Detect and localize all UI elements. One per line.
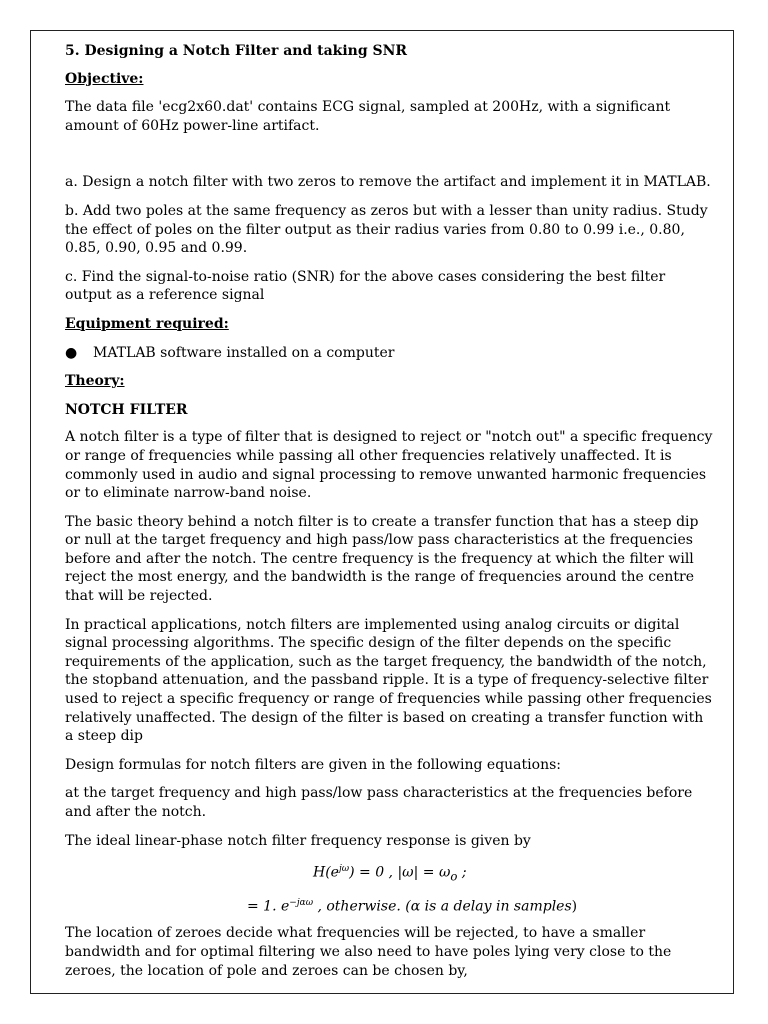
objective-item-a: a. Design a notch filter with two zeros to remove the artifact and implement it in MATLAB. — [65, 174, 711, 191]
experiment-title: 5. Designing a Notch Filter and taking SNR — [65, 43, 408, 59]
objective-item-c: c. Find the signal-to-noise ratio (SNR) for the above cases considering the best filter output as a reference signal — [65, 268, 666, 304]
eq2-close: ) — [571, 898, 578, 915]
theory-paragraph-4: Design formulas for notch filters are given in the following equations: — [65, 756, 561, 773]
eq2-middle: , otherwise. ( — [313, 898, 411, 915]
equipment-list-item — [65, 344, 715, 363]
theory-paragraph-7: The location of zeroes decide what frequencies will be rejected, to have a smaller bandwidth and for optimal filtering we also need to have poles lying very close to the zeroes, the location of pole and zeroes can be chosen by, — [65, 925, 672, 979]
notch-filter-heading: NOTCH FILTER — [65, 401, 188, 418]
bullet-icon: ● — [65, 344, 78, 361]
theory-heading: Theory: — [65, 373, 125, 390]
theory-paragraph-1: A notch filter is a type of filter that is designed to reject or "notch out" a specific frequency or range of frequencies while passing all other frequencies relatively unaffected. It is commonly used in audio and signal processing to remove unwanted harmonic frequencies or to eliminate narrow-band noise. — [65, 429, 713, 502]
eq1-lhs: H(e — [313, 864, 339, 881]
spacer — [65, 145, 715, 173]
eq2-exponent: −jαω — [289, 898, 314, 909]
equation-otherwise — [65, 894, 715, 916]
theory-paragraph-5: at the target frequency and high pass/low pass characteristics at the frequencies before and after the notch. — [65, 785, 693, 820]
eq1-subscript: o — [450, 869, 458, 884]
objective-item-b: b. Add two poles at the same frequency as zeros but with a lesser than unity radius. Study the effect of poles on the filter output as their radius varies from 0.80 to 0.99 i.e., 0.80, 0.85, 0.90, 0.95 and 0.99. — [65, 202, 708, 257]
theory-paragraph-6: The ideal linear-phase notch filter frequency response is given by — [65, 832, 531, 849]
eq2-alpha-note: α is a delay in samples — [410, 898, 572, 915]
equipment-item-text: MATLAB software installed on a computer — [93, 344, 395, 361]
eq1-rhs: ) = 0 , |ω| = ω — [349, 864, 451, 881]
theory-paragraph-2: The basic theory behind a notch filter is to create a transfer function that has a steep dip or null at the target frequency and high pass/low pass characteristics at the frequencies before and after the notch. The centre frequency is the frequency at which the filter will reject the most energy, and the bandwidth is the range of frequencies around the centre that will be rejected. — [65, 513, 699, 605]
document-body — [65, 42, 715, 990]
objective-heading: Objective: — [65, 70, 144, 87]
equation-notch-zero — [65, 860, 715, 886]
theory-paragraph-3: In practical applications, notch filters are implemented using analog circuits or digital signal processing algorithms. The specific design of the filter depends on the specific requirements of the application, such as the target frequency, the bandwidth of the notch, the stopband attenuation, and the passband ripple. It is a type of frequency-selective filter used to reject a specific frequency or range of frequencies while passing other frequencies relatively unaffected. The design of the filter is based on creating a transfer function with a steep dip — [65, 616, 712, 745]
eq2-lhs: = 1. e — [247, 898, 290, 915]
eq1-tail: ; — [457, 864, 467, 881]
equipment-heading: Equipment required: — [65, 315, 229, 332]
eq1-exponent: jω — [338, 864, 350, 875]
objective-intro: The data file 'ecg2x60.dat' contains ECG signal, sampled at 200Hz, with a significant amount of 60Hz power-line artifact. — [65, 99, 671, 134]
